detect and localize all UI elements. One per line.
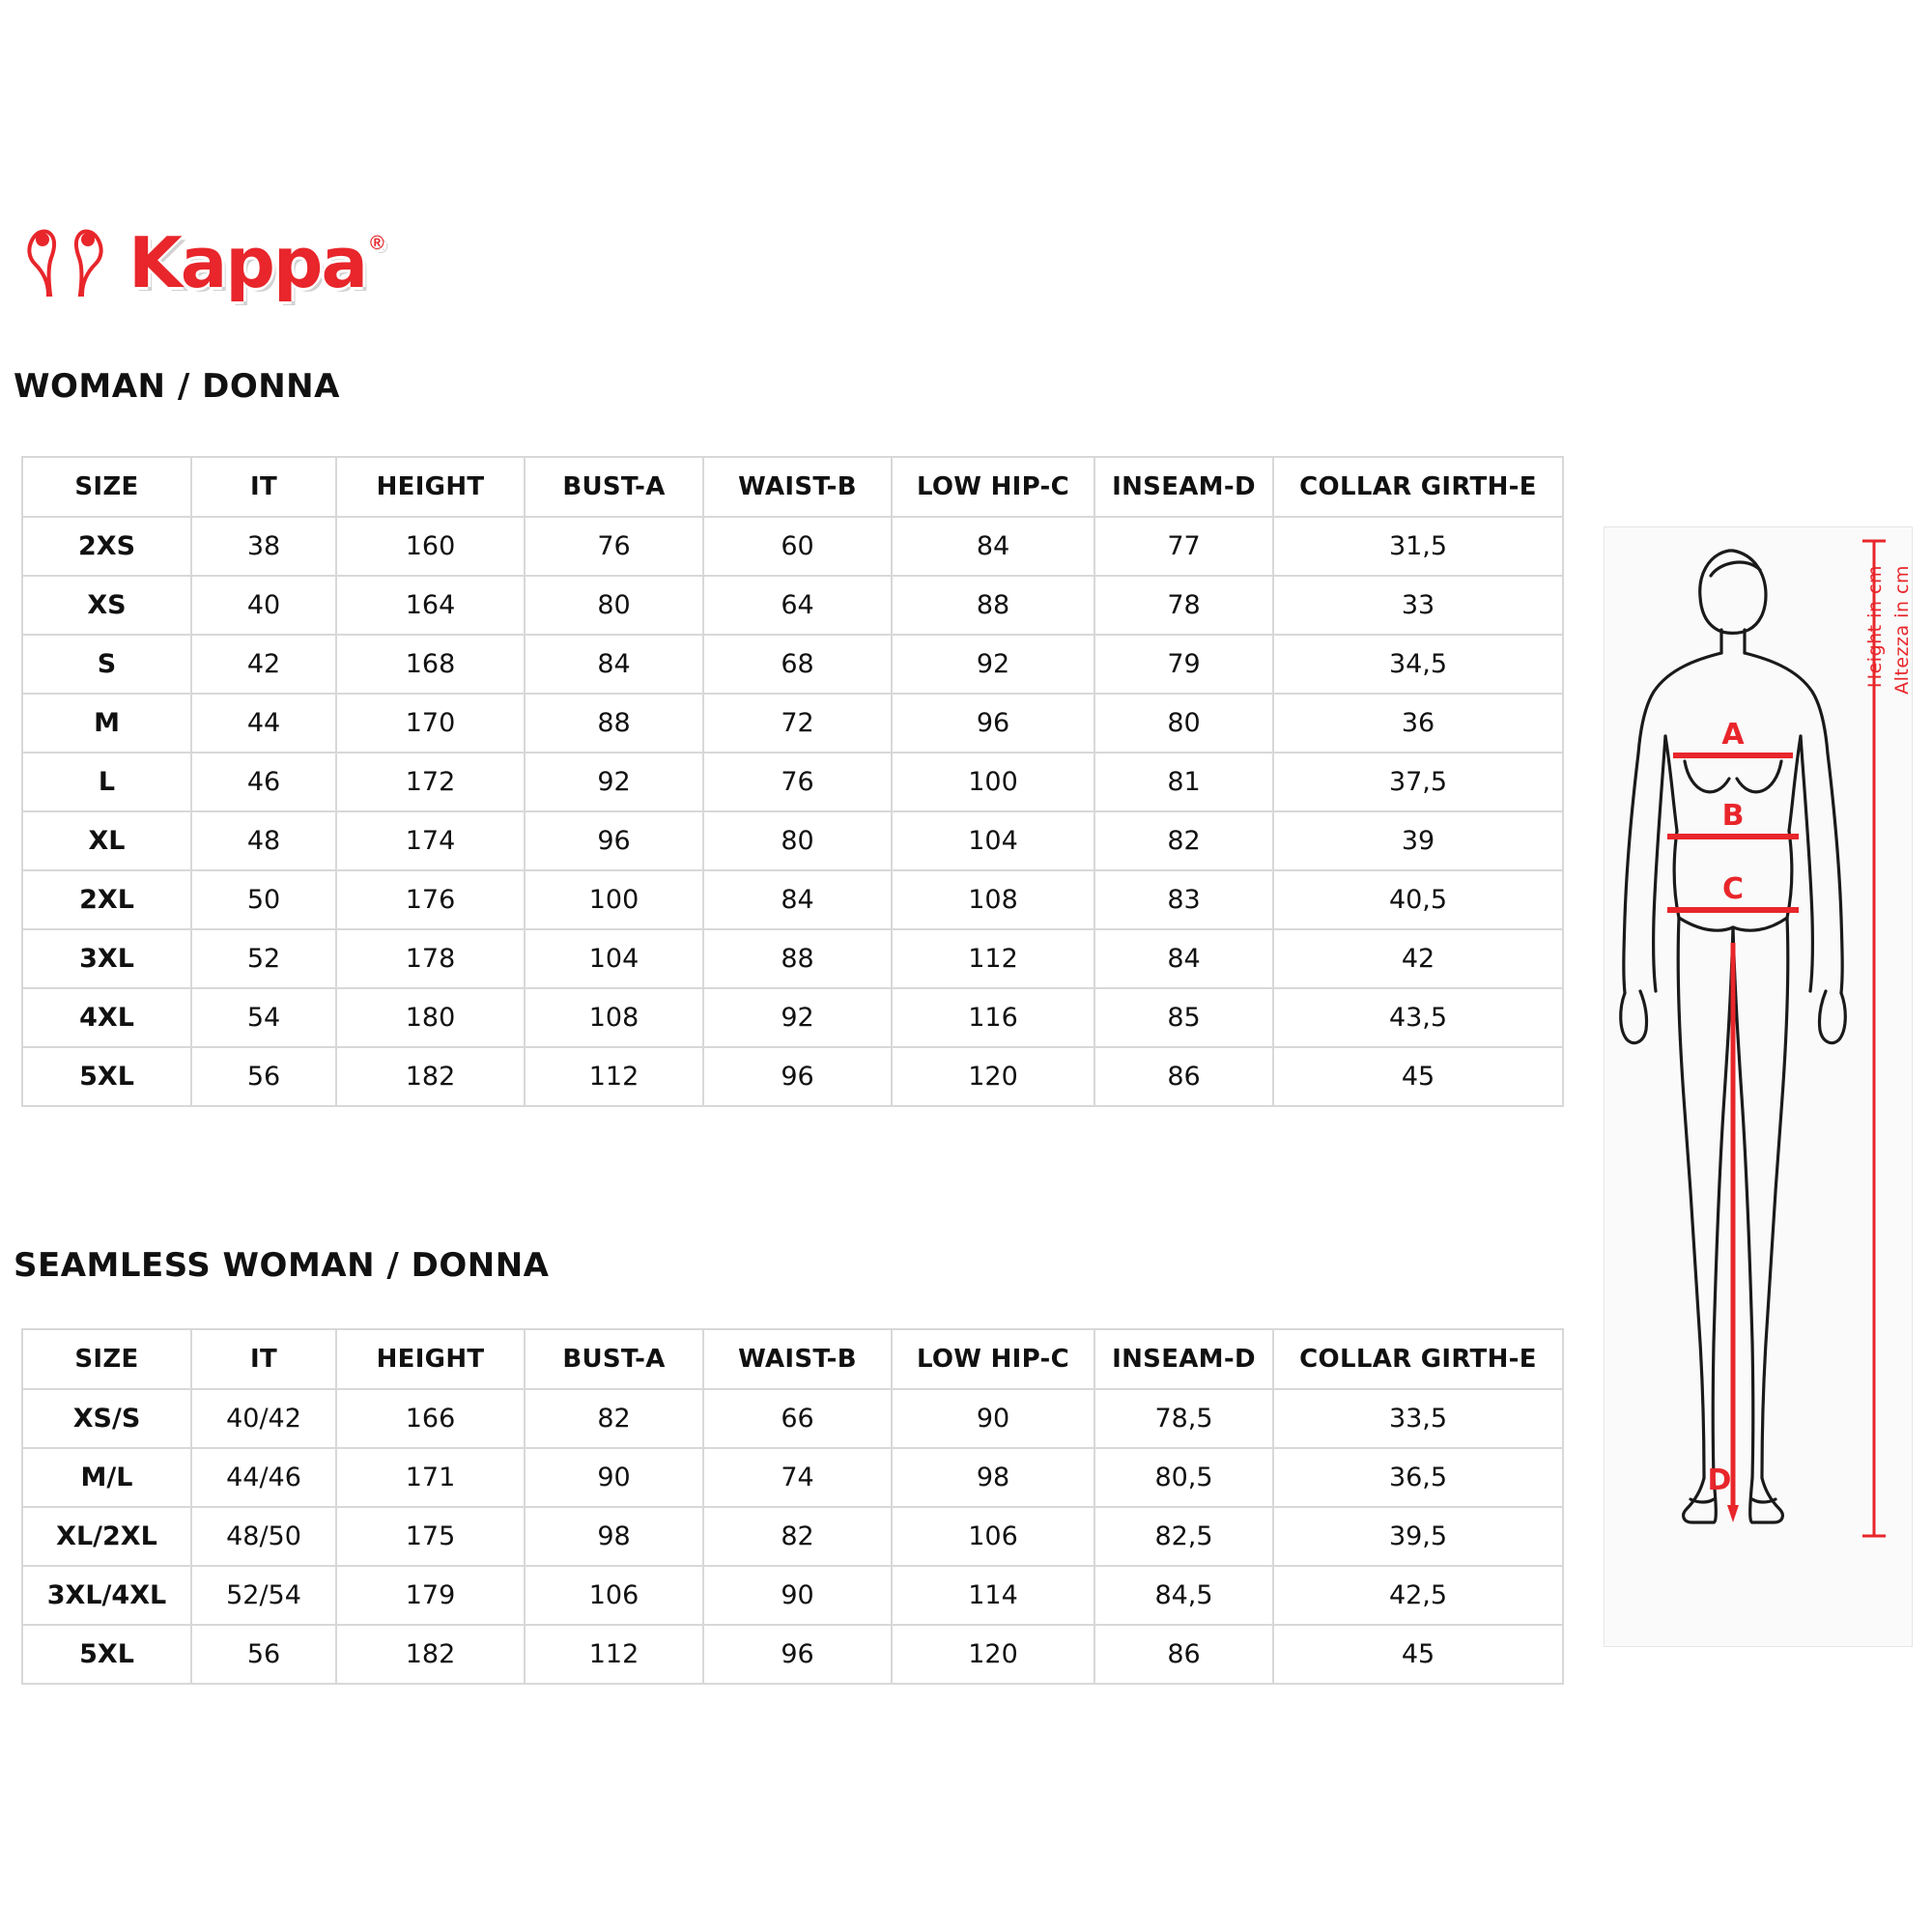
cell-size: 2XS (22, 517, 191, 576)
cell-it: 48 (191, 811, 336, 870)
column-header-height: HEIGHT (336, 457, 525, 517)
cell-inseam: 86 (1094, 1625, 1273, 1684)
cell-size: XL/2XL (22, 1507, 191, 1566)
cell-it: 52 (191, 929, 336, 988)
cell-inseam: 80 (1094, 694, 1273, 753)
cell-height: 182 (336, 1625, 525, 1684)
table-row (22, 811, 1563, 870)
cell-low-hip: 98 (892, 1448, 1094, 1507)
cell-inseam: 80,5 (1094, 1448, 1273, 1507)
cell-collar-girth: 31,5 (1273, 517, 1563, 576)
cell-height: 172 (336, 753, 525, 811)
measure-arrow-d (1727, 1505, 1739, 1522)
cell-bust: 96 (525, 811, 703, 870)
cell-bust: 106 (525, 1566, 703, 1625)
cell-low-hip: 96 (892, 694, 1094, 753)
column-header-inseam: INSEAM-D (1094, 1329, 1273, 1389)
cell-low-hip: 114 (892, 1566, 1094, 1625)
section-title-seamless: SEAMLESS WOMAN / DONNA (14, 1246, 550, 1285)
cell-it: 40 (191, 576, 336, 635)
cell-low-hip: 84 (892, 517, 1094, 576)
cell-it: 52/54 (191, 1566, 336, 1625)
column-header-collar-girth: COLLAR GIRTH-E (1273, 457, 1563, 517)
cell-it: 40/42 (191, 1389, 336, 1448)
cell-it: 42 (191, 635, 336, 694)
cell-collar-girth: 40,5 (1273, 870, 1563, 929)
cell-size: XS/S (22, 1389, 191, 1448)
cell-height: 182 (336, 1047, 525, 1106)
cell-size: M (22, 694, 191, 753)
cell-inseam: 83 (1094, 870, 1273, 929)
column-header-size: SIZE (22, 457, 191, 517)
cell-bust: 82 (525, 1389, 703, 1448)
cell-height: 180 (336, 988, 525, 1047)
table-row (22, 1047, 1563, 1106)
cell-height: 164 (336, 576, 525, 635)
cell-it: 44 (191, 694, 336, 753)
table-row (22, 1566, 1563, 1625)
cell-low-hip: 120 (892, 1047, 1094, 1106)
cell-waist: 84 (703, 870, 892, 929)
column-header-waist: WAIST-B (703, 1329, 892, 1389)
cell-low-hip: 108 (892, 870, 1094, 929)
column-header-it: IT (191, 457, 336, 517)
cell-size: 2XL (22, 870, 191, 929)
cell-waist: 80 (703, 811, 892, 870)
height-bracket (1862, 541, 1886, 1536)
cell-waist: 66 (703, 1389, 892, 1448)
cell-low-hip: 100 (892, 753, 1094, 811)
cell-height: 175 (336, 1507, 525, 1566)
cell-height: 176 (336, 870, 525, 929)
cell-height: 178 (336, 929, 525, 988)
cell-size: 3XL (22, 929, 191, 988)
cell-waist: 76 (703, 753, 892, 811)
cell-inseam: 85 (1094, 988, 1273, 1047)
cell-height: 160 (336, 517, 525, 576)
cell-collar-girth: 39,5 (1273, 1507, 1563, 1566)
column-header-inseam: INSEAM-D (1094, 457, 1273, 517)
cell-inseam: 77 (1094, 517, 1273, 576)
cell-collar-girth: 42 (1273, 929, 1563, 988)
cell-inseam: 86 (1094, 1047, 1273, 1106)
cell-height: 171 (336, 1448, 525, 1507)
cell-low-hip: 116 (892, 988, 1094, 1047)
cell-waist: 74 (703, 1448, 892, 1507)
cell-low-hip: 120 (892, 1625, 1094, 1684)
table-row (22, 1625, 1563, 1684)
table-row (22, 753, 1563, 811)
cell-collar-girth: 42,5 (1273, 1566, 1563, 1625)
cell-it: 48/50 (191, 1507, 336, 1566)
cell-size: S (22, 635, 191, 694)
cell-collar-girth: 43,5 (1273, 988, 1563, 1047)
table-row (22, 635, 1563, 694)
cell-bust: 92 (525, 753, 703, 811)
cell-inseam: 81 (1094, 753, 1273, 811)
cell-collar-girth: 33,5 (1273, 1389, 1563, 1448)
table-row (22, 1389, 1563, 1448)
cell-bust: 112 (525, 1047, 703, 1106)
marker-label-c: C (1721, 872, 1745, 906)
height-label-en: Height in cm (1864, 565, 1886, 689)
cell-size: 5XL (22, 1625, 191, 1684)
brand-name (128, 222, 383, 303)
table-row (22, 929, 1563, 988)
column-header-low-hip: LOW HIP-C (892, 457, 1094, 517)
cell-collar-girth: 34,5 (1273, 635, 1563, 694)
table-row (22, 517, 1563, 576)
column-header-bust: BUST-A (525, 457, 703, 517)
column-header-it: IT (191, 1329, 336, 1389)
cell-low-hip: 106 (892, 1507, 1094, 1566)
table-row (22, 576, 1563, 635)
marker-label-b: B (1721, 799, 1745, 833)
cell-it: 56 (191, 1625, 336, 1684)
cell-low-hip: 104 (892, 811, 1094, 870)
registered-mark: ® (370, 233, 383, 254)
cell-height: 168 (336, 635, 525, 694)
brand-name-text: Kappa (128, 222, 367, 303)
cell-it: 54 (191, 988, 336, 1047)
cell-height: 170 (336, 694, 525, 753)
table-header-row (22, 1329, 1563, 1389)
cell-waist: 96 (703, 1625, 892, 1684)
cell-inseam: 82 (1094, 811, 1273, 870)
cell-waist: 90 (703, 1566, 892, 1625)
column-header-size: SIZE (22, 1329, 191, 1389)
cell-low-hip: 90 (892, 1389, 1094, 1448)
cell-inseam: 84,5 (1094, 1566, 1273, 1625)
cell-bust: 100 (525, 870, 703, 929)
table-row (22, 694, 1563, 753)
cell-waist: 92 (703, 988, 892, 1047)
kappa-logo-icon (19, 223, 111, 298)
cell-bust: 108 (525, 988, 703, 1047)
cell-inseam: 78 (1094, 576, 1273, 635)
cell-collar-girth: 36 (1273, 694, 1563, 753)
cell-low-hip: 88 (892, 576, 1094, 635)
cell-it: 56 (191, 1047, 336, 1106)
cell-waist: 82 (703, 1507, 892, 1566)
cell-height: 174 (336, 811, 525, 870)
cell-size: XS (22, 576, 191, 635)
column-header-collar-girth: COLLAR GIRTH-E (1273, 1329, 1563, 1389)
cell-inseam: 84 (1094, 929, 1273, 988)
cell-waist: 72 (703, 694, 892, 753)
cell-collar-girth: 36,5 (1273, 1448, 1563, 1507)
cell-low-hip: 92 (892, 635, 1094, 694)
table-header-row (22, 457, 1563, 517)
table-row (22, 988, 1563, 1047)
brand-logo (19, 217, 531, 304)
cell-bust: 88 (525, 694, 703, 753)
section-title-woman: WOMAN / DONNA (14, 367, 340, 406)
cell-collar-girth: 45 (1273, 1625, 1563, 1684)
cell-bust: 90 (525, 1448, 703, 1507)
cell-bust: 76 (525, 517, 703, 576)
cell-size: XL (22, 811, 191, 870)
cell-inseam: 79 (1094, 635, 1273, 694)
cell-bust: 112 (525, 1625, 703, 1684)
cell-waist: 64 (703, 576, 892, 635)
column-header-bust: BUST-A (525, 1329, 703, 1389)
cell-inseam: 82,5 (1094, 1507, 1273, 1566)
cell-height: 166 (336, 1389, 525, 1448)
cell-bust: 80 (525, 576, 703, 635)
cell-collar-girth: 37,5 (1273, 753, 1563, 811)
size-table-seamless (21, 1328, 1564, 1685)
table-row (22, 1448, 1563, 1507)
cell-inseam: 78,5 (1094, 1389, 1273, 1448)
table-row (22, 870, 1563, 929)
height-label-it: Altezza in cm (1891, 565, 1913, 695)
cell-bust: 98 (525, 1507, 703, 1566)
cell-it: 44/46 (191, 1448, 336, 1507)
column-header-height: HEIGHT (336, 1329, 525, 1389)
cell-collar-girth: 45 (1273, 1047, 1563, 1106)
cell-it: 50 (191, 870, 336, 929)
cell-waist: 60 (703, 517, 892, 576)
column-header-low-hip: LOW HIP-C (892, 1329, 1094, 1389)
cell-waist: 88 (703, 929, 892, 988)
cell-bust: 104 (525, 929, 703, 988)
cell-size: M/L (22, 1448, 191, 1507)
cell-size: 4XL (22, 988, 191, 1047)
cell-waist: 68 (703, 635, 892, 694)
cell-waist: 96 (703, 1047, 892, 1106)
column-header-waist: WAIST-B (703, 457, 892, 517)
marker-label-d: D (1707, 1463, 1732, 1497)
cell-it: 38 (191, 517, 336, 576)
cell-collar-girth: 33 (1273, 576, 1563, 635)
cell-bust: 84 (525, 635, 703, 694)
table-row (22, 1507, 1563, 1566)
size-table-woman (21, 456, 1564, 1107)
marker-label-a: A (1721, 718, 1745, 752)
cell-height: 179 (336, 1566, 525, 1625)
cell-size: 5XL (22, 1047, 191, 1106)
cell-size: 3XL/4XL (22, 1566, 191, 1625)
cell-low-hip: 112 (892, 929, 1094, 988)
cell-size: L (22, 753, 191, 811)
cell-it: 46 (191, 753, 336, 811)
cell-collar-girth: 39 (1273, 811, 1563, 870)
